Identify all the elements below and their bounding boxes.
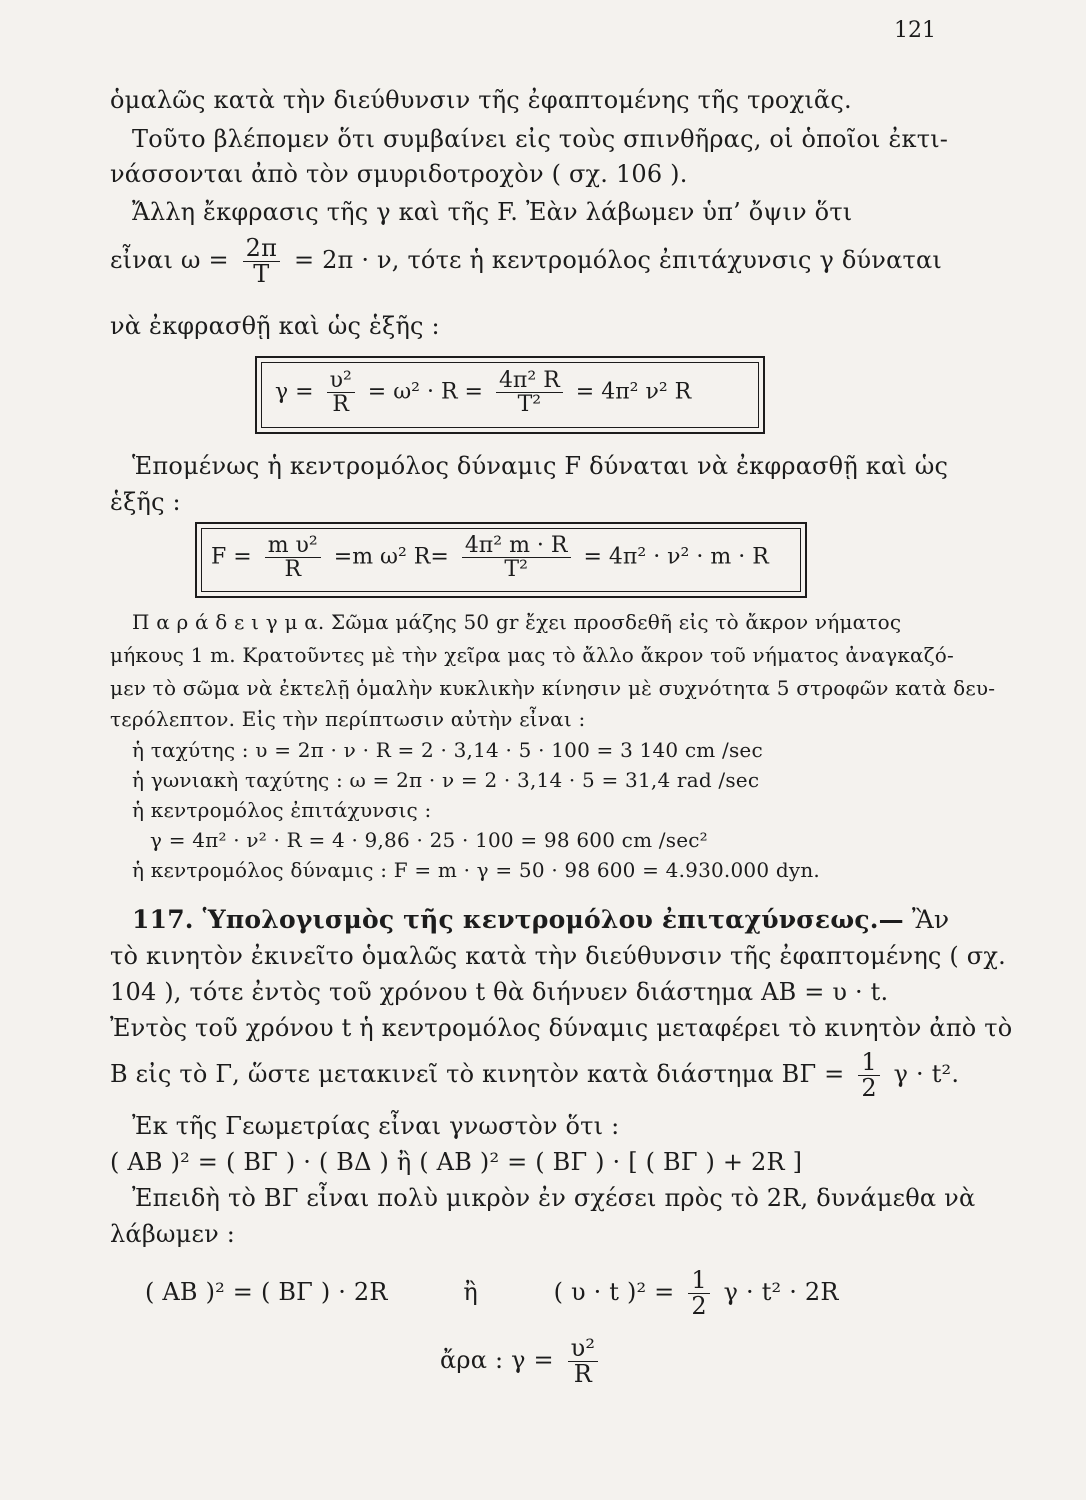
equation-line bbox=[145, 1268, 839, 1319]
fraction bbox=[265, 534, 321, 581]
text-line: νάσσονται ἀπὸ τὸν σμυριδοτροχὸν ( σχ. 106 ). bbox=[110, 160, 688, 188]
formula-part: = ω² · R = bbox=[367, 379, 483, 405]
fraction bbox=[327, 369, 355, 416]
fraction-numerator: 4π² m · R bbox=[462, 534, 571, 558]
text-line: Ἐκ τῆς Γεωμετρίας εἶναι γνωστὸν ὅτι : bbox=[132, 1112, 620, 1140]
fraction-denominator: T² bbox=[504, 557, 528, 583]
example-line: ἡ ταχύτης : υ = 2π · ν · R = 2 · 3,14 · 5 · 100 = 3 140 cm /sec bbox=[132, 738, 763, 762]
fraction bbox=[243, 236, 280, 287]
text-fragment: ( υ · t )² = bbox=[553, 1278, 675, 1307]
fraction-denominator: T² bbox=[517, 392, 542, 418]
text-line-with-fraction bbox=[110, 1050, 959, 1101]
formula-part: =m ω² R= bbox=[333, 544, 449, 570]
equation-line: ( AB )² = ( BΓ ) · ( BΔ ) ἢ ( AB )² = ( BΓ ) · [ ( BΓ ) + 2R ] bbox=[110, 1148, 803, 1176]
example-line: μήκους 1 m. Κρατοῦντες μὲ τὴν χεῖρα μας τὸ ἄλλο ἄκρον τοῦ νήματος ἀναγκαζό- bbox=[110, 643, 955, 667]
example-line: τερόλεπτον. Εἰς τὴν περίπτωσιν αὐτὴν εἶναι : bbox=[110, 707, 586, 731]
text-fragment: = 2π · ν, τότε ἡ κεντρομόλος ἐπιτάχυνσις γ δύναται bbox=[293, 246, 942, 275]
fraction bbox=[568, 1336, 599, 1387]
example-line: ἡ κεντρομόλος ἐπιτάχυνσις : bbox=[132, 798, 432, 822]
formula bbox=[275, 369, 691, 416]
text-line: Ἐντὸς τοῦ χρόνου t ἡ κεντρομόλος δύναμις μεταφέρει τὸ κινητὸν ἀπὸ τὸ bbox=[110, 1014, 1013, 1042]
text-fragment: B εἰς τὸ Γ, ὥστε μετακινεῖ τὸ κινητὸν κατὰ διάστημα BΓ = bbox=[110, 1060, 845, 1089]
example-line: μεν τὸ σῶμα νὰ ἐκτελῇ ὁμαλὴν κυκλικὴν κίνησιν μὲ συχνότητα 5 στροφῶν κατὰ δευ- bbox=[110, 676, 996, 700]
fraction bbox=[462, 534, 571, 581]
fraction-denominator: R bbox=[284, 557, 302, 583]
text-line: ὁμαλῶς κατὰ τὴν διεύθυνσιν τῆς ἐφαπτομένης τῆς τροχιᾶς. bbox=[110, 86, 852, 114]
text-line: λάβωμεν : bbox=[110, 1220, 235, 1248]
text-line: ἑξῆς : bbox=[110, 488, 181, 516]
formula bbox=[211, 534, 769, 581]
text-line: 104 ), τότε ἐντὸς τοῦ χρόνου t θὰ διήνυεν διάστημα AB = υ · t. bbox=[110, 978, 889, 1006]
text-fragment: Ἂν bbox=[912, 905, 950, 934]
fraction-denominator: 2 bbox=[691, 1292, 707, 1321]
text-line: τὸ κινητὸν ἐκινεῖτο ὁμαλῶς κατὰ τὴν διεύθυνσιν τῆς ἐφαπτομένης ( σχ. bbox=[110, 942, 1006, 970]
formula-part: γ = bbox=[275, 379, 314, 405]
fraction-numerator: υ² bbox=[327, 369, 355, 393]
formula-box-acceleration bbox=[255, 356, 765, 434]
fraction-denominator: R bbox=[573, 1360, 593, 1389]
text-fragment: γ · t² · 2R bbox=[723, 1278, 839, 1307]
text-line: Τοῦτο βλέπομεν ὅτι συμβαίνει εἰς τοὺς σπινθῆρας, οἱ ὁποῖοι ἐκτι- bbox=[132, 125, 949, 153]
fraction-numerator: 4π² R bbox=[496, 369, 563, 393]
fraction-denominator: R bbox=[332, 392, 349, 418]
text-line: Ἑπομένως ἡ κεντρομόλος δύναμις F δύναται νὰ ἐκφρασθῇ καὶ ὡς bbox=[132, 452, 949, 480]
formula-part: F = bbox=[211, 544, 252, 570]
section-heading-line bbox=[132, 905, 949, 934]
text-fragment: ἢ bbox=[463, 1278, 478, 1307]
fraction-denominator: 2 bbox=[861, 1074, 877, 1103]
text-fragment: γ · t². bbox=[893, 1060, 960, 1089]
example-line: Π α ρ ά δ ε ι γ μ α. Σῶμα μάζης 50 gr ἔχει προσδεθῆ εἰς τὸ ἄκρον νήματος bbox=[132, 610, 902, 634]
equation-line bbox=[440, 1336, 604, 1387]
example-line: γ = 4π² · ν² · R = 4 · 9,86 · 25 · 100 = 98 600 cm /sec² bbox=[150, 828, 708, 852]
fraction bbox=[496, 369, 563, 416]
text-line: Ἄλλη ἔκφρασις τῆς γ καὶ τῆς F. Ἐὰν λάβωμεν ὑπ’ ὄψιν ὅτι bbox=[132, 198, 853, 226]
text-line: Ἐπειδὴ τὸ BΓ εἶναι πολὺ μικρὸν ἐν σχέσει πρὸς τὸ 2R, δυνάμεθα νὰ bbox=[132, 1184, 976, 1212]
page-number: 121 bbox=[894, 18, 936, 43]
fraction-numerator: 1 bbox=[688, 1268, 709, 1294]
section-heading: 117. Ὑπολογισμὸς τῆς κεντρομόλου ἐπιταχύνσεως.— bbox=[132, 905, 904, 934]
text-fragment: ( AB )² = ( BΓ ) · 2R bbox=[145, 1278, 388, 1307]
formula-part: = 4π² ν² R bbox=[575, 379, 692, 405]
text-fragment: ἄρα : γ = bbox=[440, 1346, 554, 1375]
example-line: ἡ γωνιακὴ ταχύτης : ω = 2π · ν = 2 · 3,14 · 5 = 31,4 rad /sec bbox=[132, 768, 760, 792]
fraction-denominator: T bbox=[253, 260, 270, 289]
text-line-with-fraction bbox=[110, 236, 942, 287]
fraction-numerator: 2π bbox=[243, 236, 280, 262]
fraction-numerator: υ² bbox=[568, 1336, 599, 1362]
example-line: ἡ κεντρομόλος δύναμις : F = m · γ = 50 · 98 600 = 4.930.000 dyn. bbox=[132, 858, 820, 882]
fraction bbox=[688, 1268, 709, 1319]
text-line: νὰ ἐκφρασθῇ καὶ ὡς ἑξῆς : bbox=[110, 312, 440, 340]
fraction-numerator: 1 bbox=[858, 1050, 879, 1076]
formula-box-force bbox=[195, 522, 807, 598]
text-fragment: εἶναι ω = bbox=[110, 246, 229, 275]
fraction bbox=[858, 1050, 879, 1101]
fraction-numerator: m υ² bbox=[265, 534, 321, 558]
formula-part: = 4π² · ν² · m · R bbox=[583, 544, 769, 570]
